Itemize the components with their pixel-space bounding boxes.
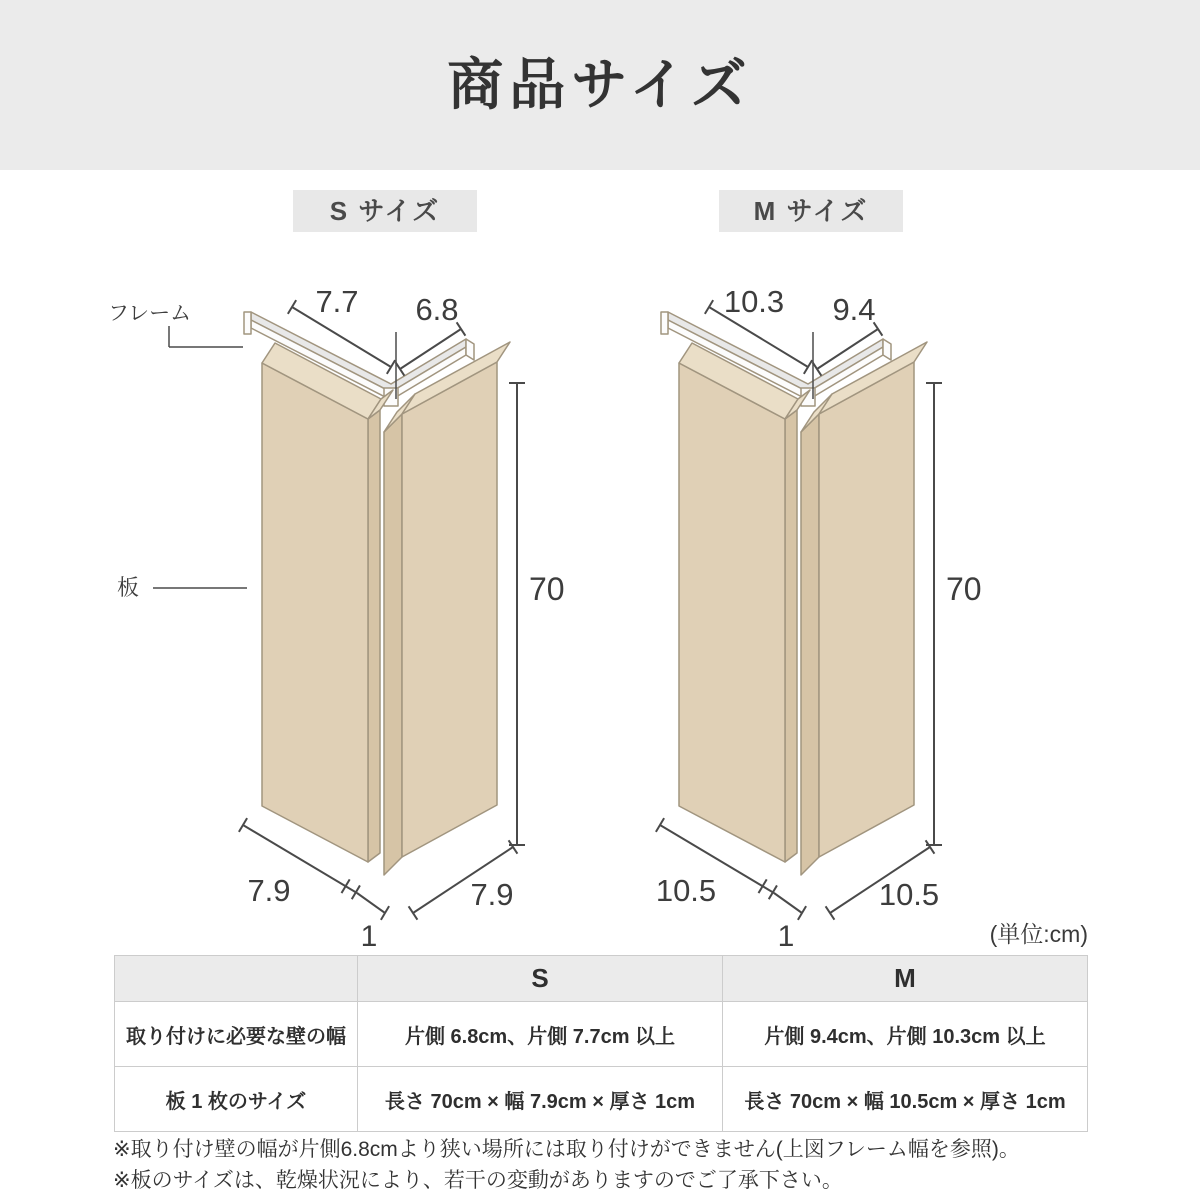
frame-label: フレーム bbox=[108, 302, 192, 325]
dim-thickness-label: 1 bbox=[360, 920, 378, 953]
table-header-s: S bbox=[358, 956, 723, 1002]
wall-width-s-value: 片側 6.8cm、片側 7.7cm 以上 bbox=[358, 1002, 723, 1067]
wall-width-m-value: 片側 9.4cm、片側 10.3cm 以上 bbox=[723, 1002, 1088, 1067]
unit-note: (単位:cm) bbox=[989, 921, 1088, 947]
table-row-board-size bbox=[115, 1067, 1088, 1132]
badge-m-size: M サイズ bbox=[719, 190, 903, 232]
footnote-size-variation: ※板のサイズは、乾燥状況により、若干の変動がありますのでご了承下さい。 bbox=[113, 1169, 843, 1192]
dim-height-label: 70 bbox=[946, 571, 982, 607]
dim-bottom-left-label: 7.9 bbox=[247, 873, 291, 908]
diagram-m-size bbox=[502, 270, 1002, 960]
dim-top-right-label: 6.8 bbox=[415, 292, 459, 327]
header-band bbox=[0, 0, 1200, 170]
row-label-wall-width: 取り付けに必要な壁の幅 bbox=[115, 1002, 358, 1067]
table-header-empty bbox=[115, 956, 358, 1002]
dim-top-right-label: 9.4 bbox=[832, 292, 876, 327]
dim-bottom-right-label: 10.5 bbox=[878, 877, 940, 912]
board-size-m-value: 長さ 70cm × 幅 10.5cm × 厚さ 1cm bbox=[723, 1067, 1088, 1132]
dim-top-left-label: 10.3 bbox=[723, 284, 785, 319]
dim-bottom-right-label: 7.9 bbox=[470, 877, 514, 912]
board-label: 板 bbox=[116, 575, 140, 600]
badge-s-size: S サイズ bbox=[293, 190, 477, 232]
dim-thickness-label: 1 bbox=[777, 920, 795, 953]
row-label-board-size: 板 1 枚のサイズ bbox=[115, 1067, 358, 1132]
dim-height-label: 70 bbox=[529, 571, 565, 607]
board-size-s-value: 長さ 70cm × 幅 7.9cm × 厚さ 1cm bbox=[358, 1067, 723, 1132]
table-row-wall-width bbox=[115, 1002, 1088, 1067]
table-header-m: M bbox=[723, 956, 1088, 1002]
dim-bottom-left-label: 10.5 bbox=[655, 873, 717, 908]
footnotes bbox=[113, 1134, 1113, 1196]
table-header-row bbox=[115, 956, 1088, 1002]
dim-top-left-label: 7.7 bbox=[315, 284, 359, 319]
size-table bbox=[114, 955, 1088, 1132]
page-title: 商品サイズ bbox=[447, 53, 753, 116]
footnote-frame-width: ※取り付け壁の幅が片側6.8cmより狭い場所には取り付けができません(上図フレーム幅を参照)。 bbox=[113, 1138, 1020, 1161]
